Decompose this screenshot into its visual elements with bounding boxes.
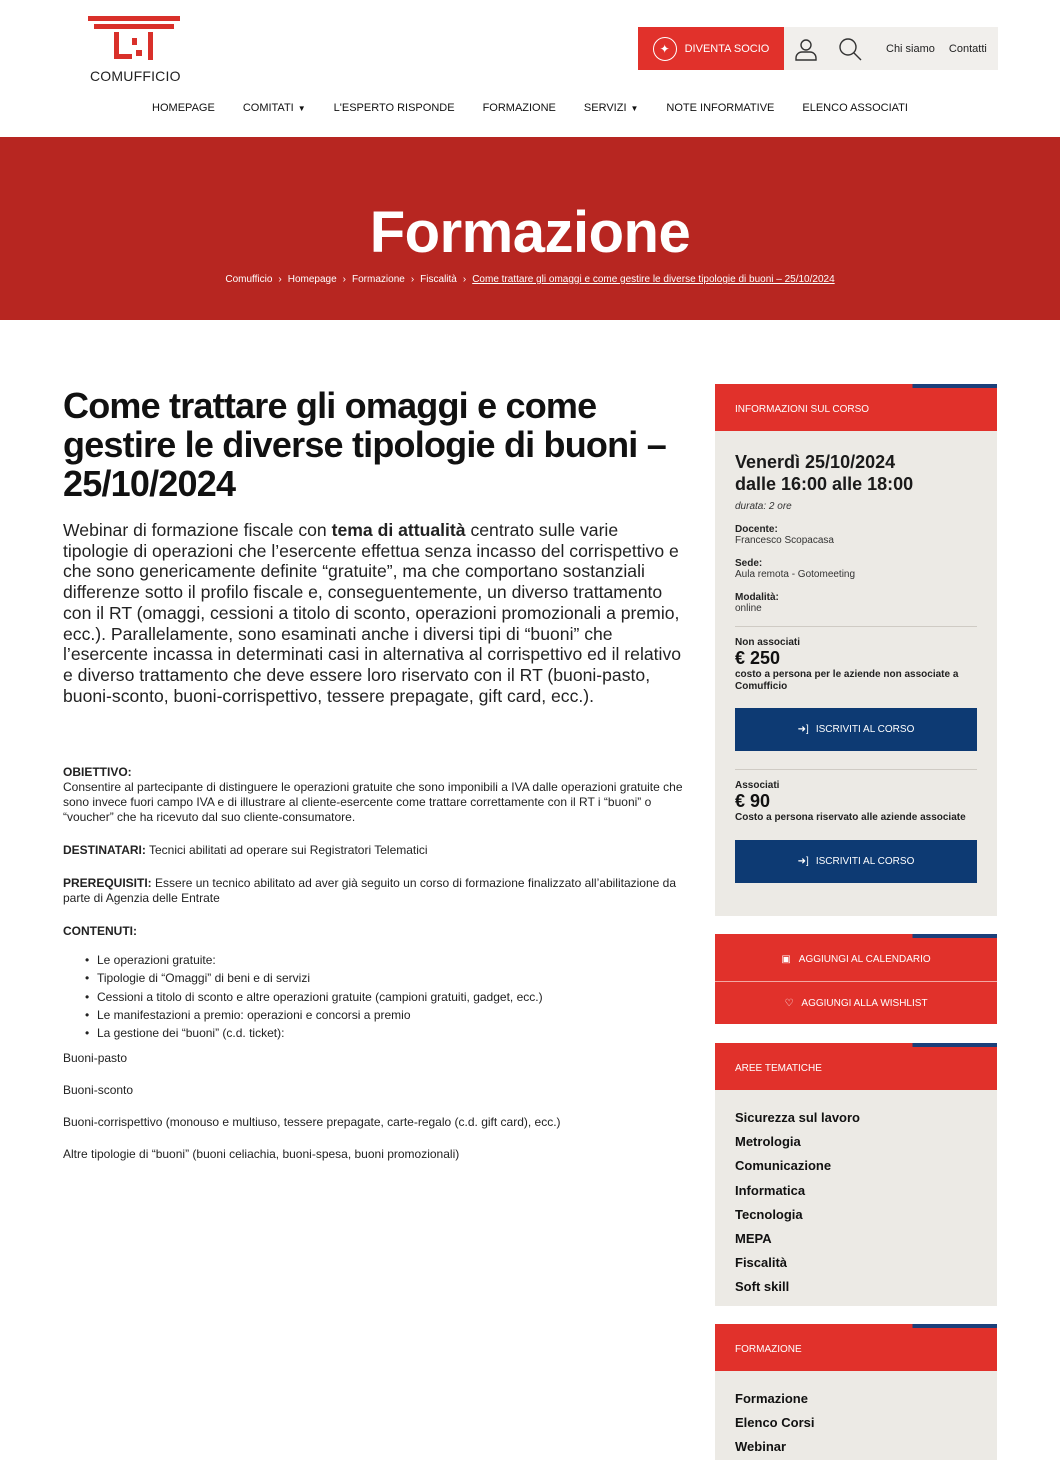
caret-down-icon: ▼ <box>297 104 306 113</box>
paragraph: Buoni-pasto <box>63 1051 128 1066</box>
webinar-link[interactable]: Webinar <box>735 1439 787 1455</box>
area-link-comunicazione[interactable]: Comunicazione <box>735 1158 832 1174</box>
list-item: • La gestione dei “buoni” (c.d. ticket): <box>85 1026 683 1041</box>
elenco-corsi-link[interactable]: Elenco Corsi <box>735 1415 815 1431</box>
nav-item-note-informative[interactable]: NOTE INFORMATIVE <box>666 102 775 114</box>
breadcrumb-current[interactable]: Come trattare gli omaggi e come gestire le diverse tipologie di buoni – 25/10/2024 <box>472 274 835 285</box>
comufficio-logo-icon <box>88 16 180 66</box>
heart-icon: ♡ <box>784 997 794 1009</box>
area-link-fiscalita[interactable]: Fiscalità <box>735 1255 788 1271</box>
card-header: FORMAZIONE <box>715 1328 997 1371</box>
chevron-right-icon: › <box>278 274 282 285</box>
caret-down-icon: ▼ <box>630 104 639 113</box>
logo-text: COMUFFICIO <box>90 68 181 84</box>
non-associati-note: costo a persona per le aziende non associate a Comufficio <box>735 669 959 692</box>
list-item: • Le operazioni gratuite: <box>85 953 683 968</box>
sede-value: Aula remota - Gotomeeting <box>735 569 856 580</box>
course-title: Come trattare gli omaggi e come gestire le diverse tipologie di buoni – 25/10/2024 <box>63 385 666 504</box>
user-icon <box>794 37 818 61</box>
list-item: • Cessioni a titolo di sconto e altre operazioni gratuite (campioni gratuiti, gadget, ecc.) <box>85 990 683 1005</box>
paragraph: Altre tipologie di “buoni” (buoni celiachia, buoni-spesa, buoni promozionali) <box>63 1147 460 1162</box>
paragraph: Buoni-corrispettivo (monouso e multiuso, tessere prepagate, carte-regalo (c.d. gift card), ecc.) <box>63 1115 561 1130</box>
iscriviti-button-associati[interactable]: ➜] ISCRIVITI AL CORSO <box>735 840 977 883</box>
hero-banner <box>0 137 1060 320</box>
paragraph: Buoni-sconto <box>63 1083 134 1098</box>
docente-value: Francesco Scopacasa <box>735 535 834 546</box>
main-navigation <box>0 102 1060 114</box>
divider <box>735 769 977 770</box>
card-header: AREE TEMATICHE <box>715 1047 997 1090</box>
chevron-right-icon: › <box>342 274 347 285</box>
area-link-tecnologia[interactable]: Tecnologia <box>735 1206 803 1222</box>
user-account-button[interactable] <box>784 27 828 70</box>
diventa-socio-label: DIVENTA SOCIO <box>684 42 770 55</box>
sign-in-icon: ➜] <box>797 856 809 867</box>
nav-item-esperto-risponde[interactable]: L'ESPERTO RISPONDE <box>333 102 455 114</box>
breadcrumb <box>0 274 1060 285</box>
chevron-right-icon: › <box>410 274 415 285</box>
breadcrumb-formazione[interactable]: Formazione <box>352 274 405 285</box>
associati-price: € 90 <box>735 791 771 811</box>
handshake-icon: ✦ <box>653 37 677 61</box>
nav-item-homepage[interactable]: HOMEPAGE <box>152 102 215 114</box>
course-lead: Webinar di formazione fiscale con tema di attualità centrato sulle varie tipologie di operazioni che l’esercente effettua senza incasso del corrispettivo e che sono genericamente definite “gratuite”, ma che comportano sostanziali differenze sotto il profilo fiscale e, conseguentemente, un diverso trattamento con il RT (omaggi, cessioni a titolo di sconto, operazioni promozionali a premio, ecc.). Parallelamente, sono esaminati anche i diversi tipi di “buoni” che l’esercente incassa in determinati casi in alternativa al corrispettivo ed il relativo e diverso trattamento che deve essere loro riservato con il RT (buoni-pasto, buoni-sconto, buoni-corrispettivo, tessere prepagate, gift card, ecc.). <box>63 520 682 706</box>
aree-tematiche-card <box>715 1043 997 1306</box>
course-actions <box>715 934 997 1024</box>
chi-siamo-link[interactable]: Chi siamo <box>886 42 935 55</box>
nav-item-comitati[interactable]: COMITATI ▼ <box>242 102 306 114</box>
formazione-card <box>715 1324 997 1460</box>
contenuti-list <box>85 953 683 1041</box>
nav-item-elenco-associati[interactable]: ELENCO ASSOCIATI <box>802 102 908 114</box>
course-duration: durata: 2 ore <box>735 501 792 512</box>
associati-label: Associati <box>735 780 780 791</box>
breadcrumb-fiscalita[interactable]: Fiscalità <box>420 274 457 285</box>
course-time: dalle 16:00 alle 18:00 <box>735 474 914 494</box>
iscriviti-button-non-associati[interactable]: ➜] ISCRIVITI AL CORSO <box>735 708 977 751</box>
course-details <box>63 765 683 1179</box>
non-associati-price: € 250 <box>735 648 781 668</box>
area-link-informatica[interactable]: Informatica <box>735 1182 806 1198</box>
non-associati-label: Non associati <box>735 637 801 648</box>
course-info-card <box>715 384 997 916</box>
add-to-wishlist-button[interactable]: ♡ AGGIUNGI ALLA WISHLIST <box>715 981 997 1024</box>
page-title: Formazione <box>369 200 691 265</box>
article-header <box>63 386 683 706</box>
search-button[interactable] <box>828 27 872 70</box>
modalita-value: online <box>735 603 762 614</box>
formazione-link[interactable]: Formazione <box>735 1391 808 1406</box>
sede-label: Sede: <box>735 558 763 569</box>
divider <box>735 626 977 627</box>
calendar-icon: ▣ <box>781 954 791 965</box>
breadcrumb-comufficio[interactable]: Comufficio <box>225 274 273 285</box>
associati-note: Costo a persona riservato alle aziende associate <box>735 812 966 823</box>
sign-in-icon: ➜] <box>797 724 809 735</box>
diventa-socio-button[interactable] <box>638 27 784 70</box>
contenuti-section: CONTENUTI: • Le operazioni gratuite: • Tipologie di “Omaggi” di beni e di servizi • Cessioni a titolo di sconto e altre operazioni gratuite (campioni gratuiti, gadget, ecc.) • Le manifestazioni a premio: operazioni e concorsi a premio • La gestione dei “buoni” (c.d. ticket): Buoni-pasto Buoni-sconto Buoni-corrispettivo (monouso e multiuso, tessere prepagate, carte-regalo (c.d. gift card), ecc.) Altre tipologie di “buoni” (buoni celiachia, buoni-spesa, buoni promozionali) <box>63 924 683 1162</box>
destinatari-section: DESTINATARI: Tecnici abilitati ad operare sui Registratori Telematici <box>63 843 428 857</box>
search-icon <box>838 37 862 61</box>
card-header: INFORMAZIONI SUL CORSO <box>715 388 997 431</box>
contatti-link[interactable]: Contatti <box>948 42 987 55</box>
course-date: Venerdì 25/10/2024 <box>735 452 896 472</box>
prerequisiti-section: PREREQUISITI: Essere un tecnico abilitato ad aver già seguito un corso di formazione finalizzato all’abilitazione da parte di Agenzia delle Entrate <box>63 876 676 905</box>
modalita-label: Modalità: <box>735 592 779 603</box>
chevron-right-icon: › <box>462 274 467 285</box>
breadcrumb-homepage[interactable]: Homepage <box>287 274 337 285</box>
nav-item-formazione[interactable]: FORMAZIONE <box>482 102 556 114</box>
obiettivo-section: OBIETTIVO: Consentire al partecipante di distinguere le operazioni gratuite che sono imponibili a IVA dalle operazioni gratuite che sono invece fuori campo IVA e di illustrare al cliente-esercente come trattare correttamente con il RT i “buoni” o “voucher” che ha ricevuto dal suo cliente-consumatore. <box>63 765 683 824</box>
area-link-sicurezza[interactable]: Sicurezza sul lavoro <box>735 1110 860 1125</box>
area-link-mepa[interactable]: MEPA <box>735 1231 772 1247</box>
area-link-metrologia[interactable]: Metrologia <box>735 1134 801 1150</box>
nav-item-servizi[interactable]: SERVIZI ▼ <box>583 102 639 114</box>
list-item: • Le manifestazioni a premio: operazioni e concorsi a premio <box>85 1008 683 1023</box>
top-utility-bar <box>638 27 998 70</box>
area-link-soft-skill[interactable]: Soft skill <box>735 1279 790 1295</box>
logo[interactable] <box>88 16 180 86</box>
list-item: • Tipologie di “Omaggi” di beni e di servizi <box>85 971 683 986</box>
docente-label: Docente: <box>735 524 778 535</box>
add-to-calendar-button[interactable]: ▣ AGGIUNGI AL CALENDARIO <box>715 938 997 981</box>
